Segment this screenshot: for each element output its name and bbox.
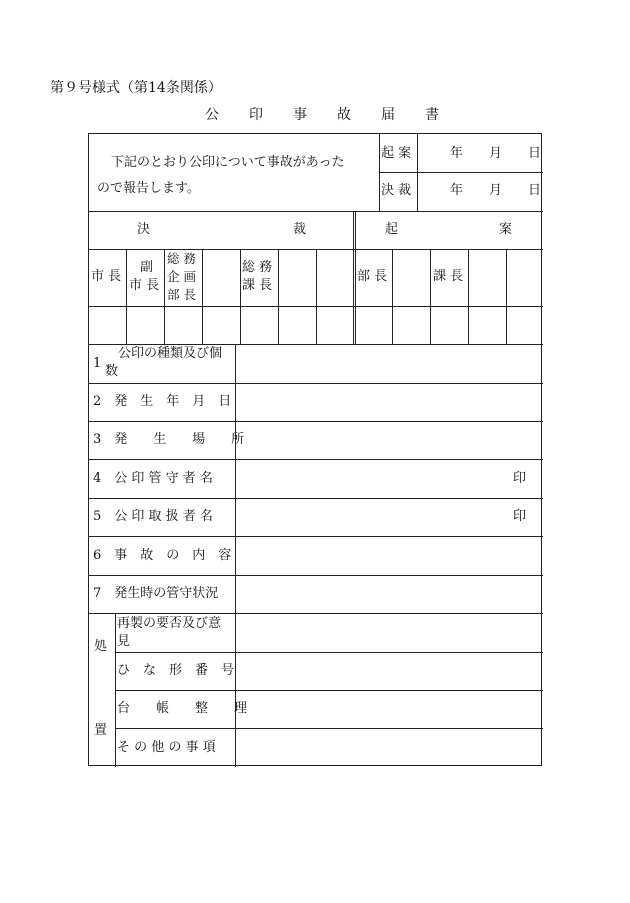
- title-char: 届: [381, 107, 415, 123]
- item-7-label: 7 発生時の管守状況: [93, 586, 219, 601]
- title-char: 故: [337, 107, 371, 123]
- vice-mayor-label-1: 副: [140, 260, 154, 275]
- disposal-side-top: 処: [94, 639, 108, 654]
- item-3-label: 3 発 生 場 所: [93, 432, 245, 447]
- disposal-row-2-label: ひ な 形 番 号: [117, 663, 235, 678]
- draft-date-label: 起 案: [381, 146, 412, 161]
- title-char: 事: [293, 107, 327, 123]
- department-head-label: 部 長: [357, 269, 388, 284]
- statement-line-1: 下記のとおり公印について事故があった: [111, 155, 345, 170]
- section-head-label: 課 長: [433, 269, 464, 284]
- disposal-row-3-label: 台 帳 整 理: [117, 701, 248, 716]
- draft-day-label: 日: [528, 146, 542, 161]
- title-char: 印: [249, 107, 283, 123]
- decision-day-label: 日: [528, 183, 542, 198]
- item-5-seal: 印: [513, 509, 527, 524]
- mayor-label: 市 長: [91, 269, 122, 284]
- decision-month-label: 月: [489, 183, 503, 198]
- item-1-label-1: 公印の種類及び個: [118, 346, 223, 361]
- disposal-side-bottom: 置: [94, 723, 108, 738]
- draft-heading-left: 起: [385, 222, 399, 237]
- item-1-label-2: 数: [105, 364, 119, 379]
- decision-heading-right: 裁: [293, 222, 307, 237]
- statement-line-2: ので報告します。: [97, 181, 200, 196]
- item-5-label: 5 公 印 取 扱 者 名: [93, 509, 213, 524]
- general-planning-label-3: 部 長: [167, 287, 196, 302]
- title-char: 公: [205, 107, 239, 123]
- report-form-table: [88, 133, 542, 766]
- item-2-label: 2 発 生 年 月 日: [93, 394, 232, 409]
- draft-month-label: 月: [489, 146, 503, 161]
- general-planning-label-1: 総 務: [167, 251, 196, 266]
- item-6-label: 6 事 故 の 内 容: [93, 548, 232, 563]
- disposal-row-1-label-2: 見: [117, 634, 131, 649]
- item-1-number: 1: [93, 356, 102, 371]
- general-planning-label-2: 企 画: [167, 269, 196, 284]
- title-char: 書: [425, 107, 459, 123]
- general-section-label-1: 総 務: [242, 260, 273, 275]
- decision-date-label: 決 裁: [381, 183, 412, 198]
- item-4-label: 4 公 印 管 守 者 名: [93, 471, 213, 486]
- decision-heading-left: 決: [137, 222, 151, 237]
- document-title: [205, 104, 469, 124]
- draft-heading-right: 案: [499, 222, 513, 237]
- disposal-row-4-label: そ の 他 の 事 項: [117, 740, 216, 755]
- general-section-label-2: 課 長: [242, 278, 273, 293]
- decision-year-label: 年: [450, 183, 464, 198]
- vice-mayor-label-2: 市 長: [129, 278, 160, 293]
- form-number: 第９号様式（第14条関係）: [50, 80, 222, 96]
- disposal-row-1-label-1: 再製の要否及び意: [117, 616, 222, 631]
- draft-year-label: 年: [450, 146, 464, 161]
- item-4-seal: 印: [513, 471, 527, 486]
